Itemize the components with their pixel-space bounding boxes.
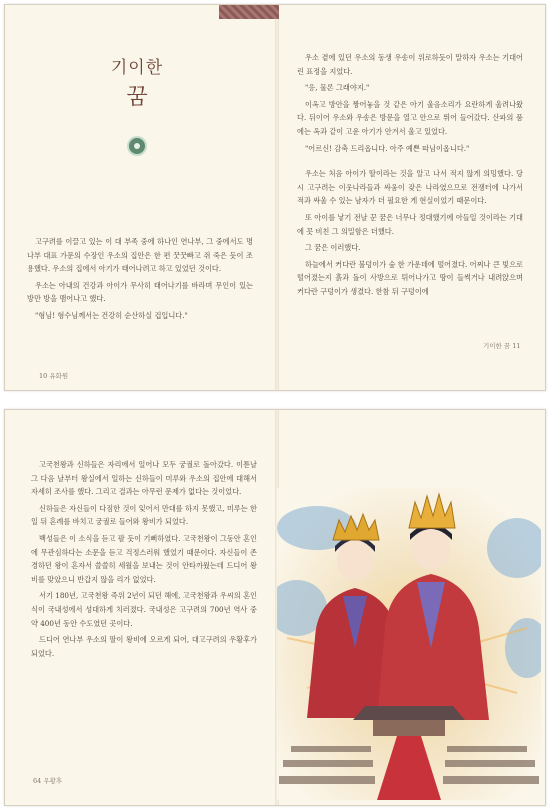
paragraph: 고구려를 이끌고 있는 이 대 부족 중에 하나인 연나부, 그 중에서도 명나부 대표 가문의 수장인 우소의 집안은 한 편 꿋꿋빠고 쥐 죽은 듯이 조용했다. 우소의 집에서 아기가 태어나려고 하고 있었던 것이다. bbox=[27, 237, 253, 274]
palace-roof bbox=[353, 706, 465, 720]
paragraph: "응, 물론 그래야지." bbox=[305, 83, 370, 93]
paragraph: 하늘에서 커다란 불덩이가 숲 한 가운데에 떨어졌다. 어찌나 큰 빛으로 떨어졌는지 흙과 돌이 사방으로 튀어나가고 땅이 들썩거나 내려앉으며 커다란 구덩이가 생겼다. 한참 뒤 구덩이에 bbox=[297, 259, 523, 296]
paragraph: 신하들은 자신들이 다짐한 것이 잊어서 만대를 하지 못했고, 미루는 한 일 뒤 혼례를 바치고 궁궐로 들어와 왕비가 되었다. bbox=[31, 503, 257, 527]
chapter-title bbox=[103, 53, 171, 111]
chapter-emblem-icon bbox=[129, 138, 145, 154]
left-page-number: 64 우황후 bbox=[33, 777, 63, 785]
paragraph: 또 아이를 낳기 전날 꾼 꿈은 너무나 정대했기에 아들일 것이라는 기대에 꼿 비친 그 의밀함은 더했다. bbox=[297, 212, 523, 236]
left-page-text bbox=[27, 235, 253, 326]
paragraph: 드디어 연나부 우소의 딸이 왕비에 오르게 되어, 대고구려의 우황후가 되었다. bbox=[31, 635, 257, 658]
chapter-title-line1: 기이한 bbox=[110, 58, 164, 78]
left-page-number: 10 유화원 bbox=[39, 372, 69, 380]
header-decoration bbox=[219, 5, 279, 19]
paragraph: 그 꿈은 이러했다. bbox=[305, 243, 361, 253]
right-page-text bbox=[297, 51, 523, 302]
queen-face bbox=[337, 539, 373, 581]
paragraph: 백성들은 이 소식을 듣고 팔 듯이 기뻐하였다. 고국천왕이 그동안 혼인에 무관심하다는 소문을 듣고 걱정스러워 했었기 때문이다. 자신들이 존경하던 왕이 혼자서 쓸쓸히 세월을 보내는 것이 안타까웠는데 드디어 왕비를 맞았으니 반갑지 않을 리가 없었다. bbox=[31, 533, 257, 584]
top-spread bbox=[4, 4, 546, 391]
right-page-number: 기이한 꿈 11 bbox=[483, 342, 521, 350]
chapter-title-line2: 꿈 bbox=[126, 85, 148, 110]
paragraph: 이옥고 방안을 짱어놓을 것 같은 아기 울음소리가 요란하게 울려나왔다. 뒤이어 우소와 우송은 방문을 열고 안으로 뛰어 들어갔다. 산파의 품에는 옥과 같이 고운 아기가 안겨서 울고 있었다. bbox=[297, 99, 523, 136]
palace-wall bbox=[373, 720, 445, 736]
paragraph: 우소는 아내의 건강과 아이가 무사히 태어나기를 바라며 무인이 있는 방만 방을 맴어나고 했다. bbox=[27, 280, 253, 304]
paragraph: "어르신! 감축 드리옵니다. 아주 예쁜 따님이옵니다." bbox=[305, 143, 470, 153]
paragraph: 우소는 처음 아이가 딸이라는 것을 알고 나서 적지 않게 의밍했다. 당시 고구려는 이웃나라들과 싸움이 잦은 나라였으므로 전쟁터에 나가서 적과 싸울 수 있는 남자가 더 필요한 게 현실이었기 때문이다. bbox=[297, 169, 523, 206]
paragraph: 우소 곁에 있던 우소의 동생 우송이 위로하듯이 말하자 우소는 기대어린 표정을 지었다. bbox=[297, 53, 523, 76]
bottom-spread bbox=[4, 409, 546, 806]
paragraph: 고국천왕과 신하들은 자리에서 일어나 모두 궁궐로 돌아갔다. 이튿날 그 다음 날부터 왕실에서 일하는 신하들이 미루와 우소의 집안에 대해서 자세히 조사를 했다. 그리고 결과는 아무런 문제가 없다는 것이었다. bbox=[31, 460, 257, 497]
paragraph: "형님! 형수님께서는 건강히 순산하실 겁입니다." bbox=[35, 310, 188, 320]
paragraph: 서기 180년, 고국천왕 즉위 2년이 되던 해에, 고국천왕과 우씨의 혼인식이 국내성에서 성대하게 치러졌다. 국내성은 고구려의 700년 역사 중 약 400년 동안 수도였던 곳이다. bbox=[31, 591, 257, 628]
left-page-text bbox=[31, 458, 257, 663]
royal-couple-illustration bbox=[277, 488, 541, 800]
page-gutter bbox=[275, 5, 279, 390]
